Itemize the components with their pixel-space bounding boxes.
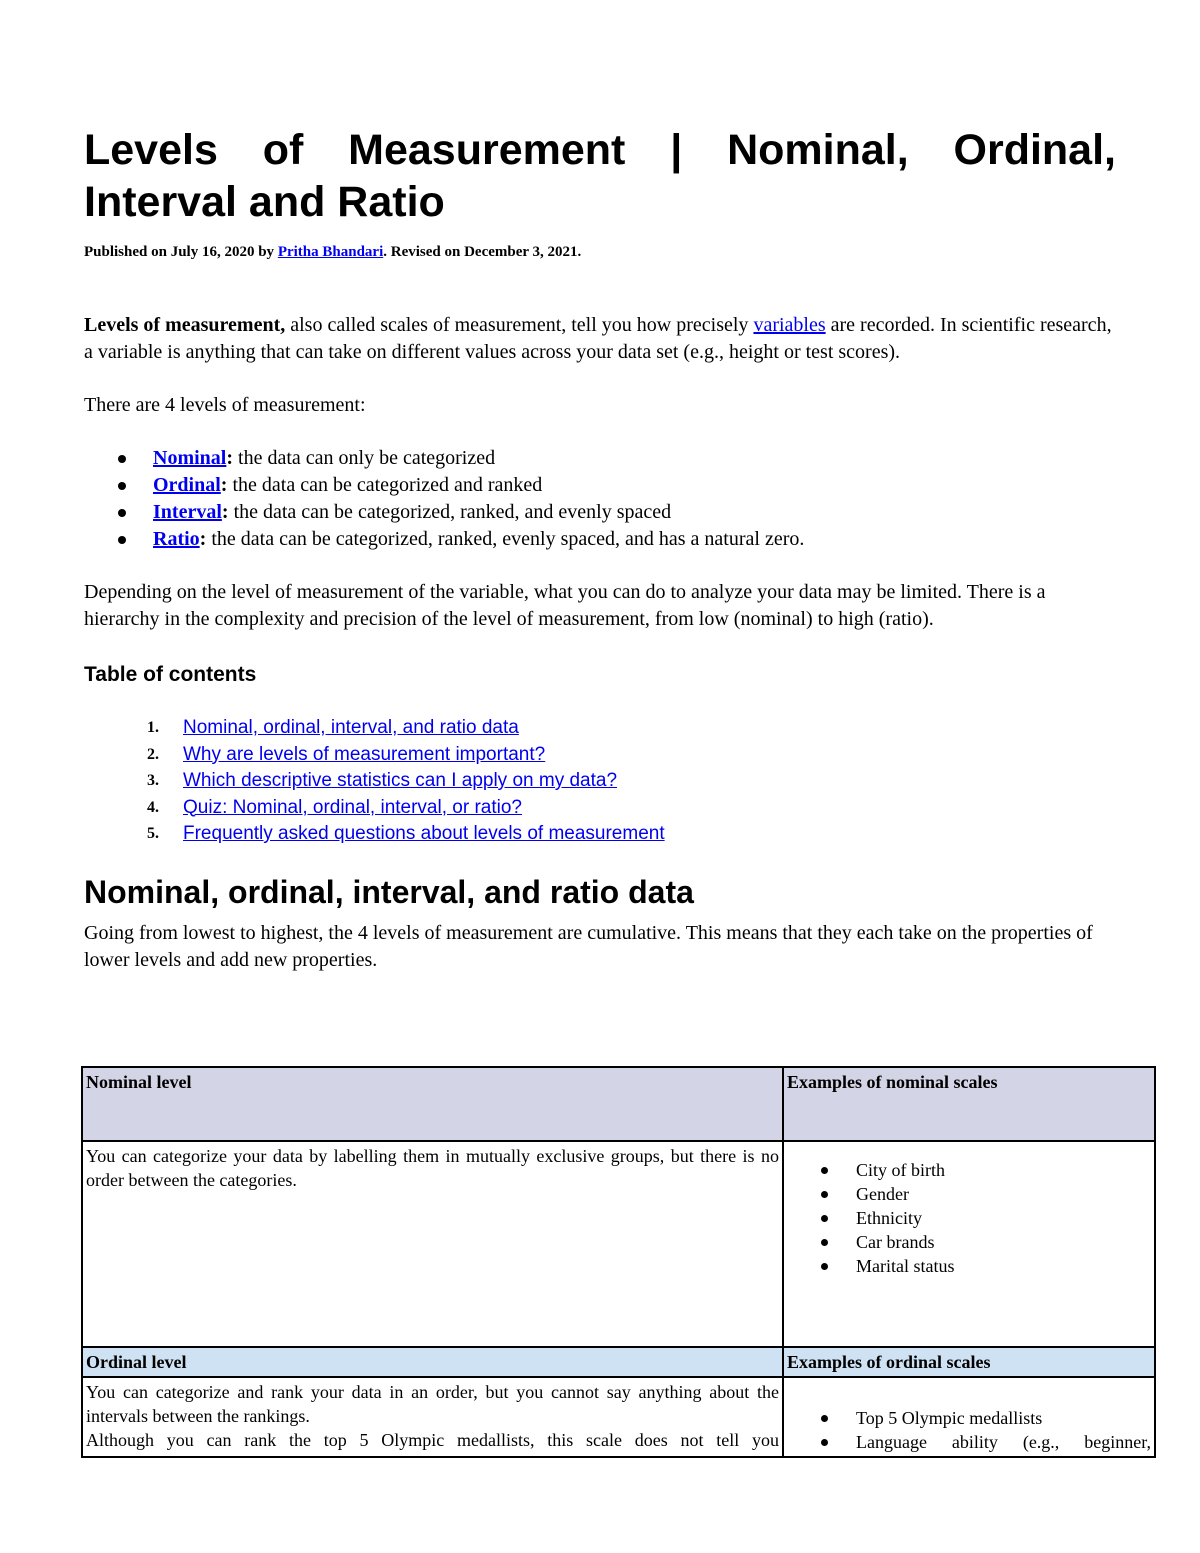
level-desc: the data can be categorized, ranked, evenly spaced, and has a natural zero.: [206, 528, 805, 550]
table-row: [82, 1067, 1155, 1141]
level-desc: the data can be categorized and ranked: [227, 474, 543, 496]
ordinal-link[interactable]: Ordinal: [153, 474, 221, 496]
table-row: [82, 1141, 1155, 1347]
toc-number: 2.: [147, 745, 159, 763]
revised-date: . Revised on December 3, 2021.: [383, 244, 582, 260]
list-item: Language ability (e.g., beginner,: [821, 1430, 1151, 1454]
interval-link[interactable]: Interval: [153, 501, 222, 523]
list-item: City of birth: [821, 1158, 1151, 1182]
list-item: Marital status: [821, 1254, 1151, 1278]
toc-item: [147, 795, 1116, 822]
level-desc: the data can only be categorized: [233, 447, 496, 469]
intro-paragraph: [84, 312, 1116, 366]
ordinal-description-cell: [82, 1377, 783, 1457]
nominal-examples-list: [787, 1158, 1151, 1278]
nominal-header-cell: Nominal level: [82, 1067, 783, 1141]
table-row: [82, 1347, 1155, 1377]
ordinal-header-cell: Ordinal level: [82, 1347, 783, 1377]
document-page: [84, 124, 1116, 974]
ordinal-desc-2: Although you can rank the top 5 Olympic medallists, this scale does not tell you: [86, 1430, 779, 1450]
published-date: Published on July 16, 2020 by: [84, 244, 278, 260]
list-item: Ratio: the data can be categorized, ranked, evenly spaced, and has a natural zero.: [118, 526, 1116, 553]
list-item: Nominal: the data can only be categorized: [118, 445, 1116, 472]
toc-title: Table of contents: [84, 663, 257, 686]
toc-item: [147, 768, 1116, 795]
toc-item: [147, 742, 1116, 769]
list-item: Top 5 Olympic medallists: [821, 1406, 1151, 1430]
list-item: Car brands: [821, 1230, 1151, 1254]
nominal-examples-cell: [783, 1141, 1155, 1347]
ordinal-desc-1: You can categorize and rank your data in an order, but you cannot say anything about the intervals between the rankings.: [86, 1382, 779, 1426]
toc-item: [147, 821, 1116, 848]
list-item: Interval: the data can be categorized, ranked, and evenly spaced: [118, 499, 1116, 526]
toc-number: 3.: [147, 772, 159, 789]
levels-list: [84, 445, 1116, 553]
ratio-link[interactable]: Ratio: [153, 528, 200, 550]
table-of-contents: [84, 715, 1116, 848]
table-row: [82, 1377, 1155, 1457]
page-title: Levels of Measurement | Nominal, Ordinal, Interval and Ratio: [84, 126, 1116, 226]
toc-number: 5.: [147, 825, 159, 842]
list-item: Ethnicity: [821, 1206, 1151, 1230]
publication-meta: [84, 242, 1116, 262]
levels-count-sentence: There are 4 levels of measurement:: [84, 394, 366, 416]
ordinal-examples-cell: [783, 1377, 1155, 1457]
toc-link-2[interactable]: Why are levels of measurement important?: [183, 743, 546, 765]
hierarchy-paragraph: Depending on the level of measurement of the variable, what you can do to analyze your data may be limited. There is a hierarchy in the complexity and precision of the level of measurement, from low (nominal) to high (ratio).: [84, 581, 1046, 630]
nominal-description-cell: You can categorize your data by labelling them in mutually exclusive groups, but there is no order between the categories.: [82, 1141, 783, 1347]
toc-link-5[interactable]: Frequently asked questions about levels of measurement: [183, 823, 665, 844]
list-item: Ordinal: the data can be categorized and ranked: [118, 472, 1116, 499]
intro-text-a: also called scales of measurement, tell you how precisely: [285, 314, 754, 336]
levels-table: [81, 1066, 1156, 1458]
section-heading: Nominal, ordinal, interval, and ratio data: [84, 873, 694, 910]
author-link[interactable]: Pritha Bhandari: [277, 244, 384, 260]
toc-item: [147, 715, 1116, 742]
toc-link-3[interactable]: Which descriptive statistics can I apply on my data?: [183, 770, 618, 791]
nominal-link[interactable]: Nominal: [153, 447, 227, 469]
ordinal-examples-list: [787, 1406, 1151, 1454]
ordinal-examples-header-cell: Examples of ordinal scales: [783, 1347, 1155, 1377]
level-desc: the data can be categorized, ranked, and evenly spaced: [228, 501, 672, 523]
variables-link[interactable]: variables: [753, 314, 826, 336]
section-paragraph: Going from lowest to highest, the 4 levels of measurement are cumulative. This means that they each take on the properties of lower levels and add new properties.: [84, 921, 1093, 971]
nominal-examples-header-cell: Examples of nominal scales: [783, 1067, 1155, 1141]
toc-link-1[interactable]: Nominal, ordinal, interval, and ratio data: [183, 717, 519, 738]
intro-lead: Levels of measurement,: [84, 314, 286, 336]
intro-text-b: are recorded. In scientific research, a variable is anything that can take on different values across your data set (e.g., height or test scores).: [84, 314, 1112, 363]
toc-link-4[interactable]: Quiz: Nominal, ordinal, interval, or ratio?: [183, 796, 522, 818]
toc-number: 1.: [147, 719, 159, 736]
list-item: Gender: [821, 1182, 1151, 1206]
toc-number: 4.: [147, 798, 159, 816]
